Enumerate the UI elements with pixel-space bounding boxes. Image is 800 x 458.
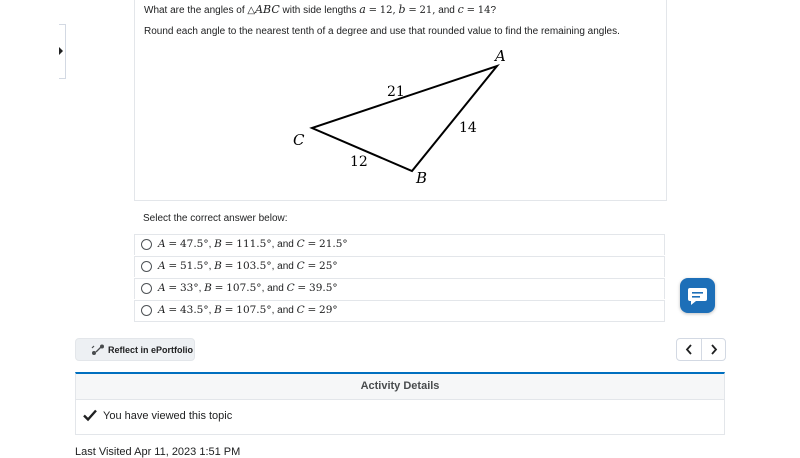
chat-button[interactable] <box>680 278 715 313</box>
side-c-label: 14 <box>459 120 477 136</box>
radio-button[interactable] <box>141 239 152 250</box>
radio-button[interactable] <box>141 283 152 294</box>
expand-arrow-icon <box>59 47 63 55</box>
choice-label: A = 47.5°, B = 111.5°, and C = 21.5° <box>158 238 348 250</box>
side-panel-toggle[interactable] <box>59 24 66 79</box>
next-topic-button[interactable] <box>702 339 726 360</box>
question-instruction: Round each angle to the nearest tenth of a degree and use that rounded value to find the remaining angles. <box>144 26 620 37</box>
vertex-c-label: C <box>293 131 305 149</box>
radio-button[interactable] <box>141 305 152 316</box>
answer-choice-2[interactable] <box>134 256 665 277</box>
viewed-status-text: You have viewed this topic <box>103 410 233 422</box>
eportfolio-icon <box>91 344 105 356</box>
question-text: What are the angles of △ABC with side lengths a = 12, b = 21, and c = 14? <box>144 3 497 16</box>
choices-divider <box>134 321 665 322</box>
previous-topic-button[interactable] <box>677 339 701 360</box>
activity-details-panel <box>75 372 725 435</box>
vertex-b-label: B <box>416 169 428 187</box>
topic-nav <box>676 338 726 361</box>
reflect-eportfolio-button[interactable] <box>75 338 195 361</box>
select-prompt: Select the correct answer below: <box>143 213 288 224</box>
vertex-a-label: A <box>495 47 506 65</box>
reflect-button-label: Reflect in ePortfolio <box>108 345 194 355</box>
choice-label: A = 33°, B = 107.5°, and C = 39.5° <box>158 282 338 294</box>
answer-choice-3[interactable] <box>134 278 665 299</box>
chevron-left-icon <box>677 339 701 360</box>
answer-choice-1[interactable] <box>134 234 665 255</box>
side-b-label: 21 <box>387 84 405 100</box>
radio-button[interactable] <box>141 261 152 272</box>
checkmark-icon <box>82 408 98 422</box>
activity-details-header <box>76 374 724 400</box>
answer-choice-4[interactable] <box>134 300 665 321</box>
side-a-label: 12 <box>350 154 368 170</box>
last-visited-text: Last Visited Apr 11, 2023 1:51 PM <box>75 446 241 458</box>
activity-details-title: Activity Details <box>360 380 440 392</box>
question-card <box>134 0 667 201</box>
triangle-shape <box>312 66 497 171</box>
chat-icon <box>680 278 715 313</box>
choice-label: A = 43.5°, B = 107.5°, and C = 29° <box>158 304 338 316</box>
chevron-right-icon <box>702 339 726 360</box>
choice-label: A = 51.5°, B = 103.5°, and C = 25° <box>158 260 338 272</box>
triangle-figure <box>135 0 666 200</box>
